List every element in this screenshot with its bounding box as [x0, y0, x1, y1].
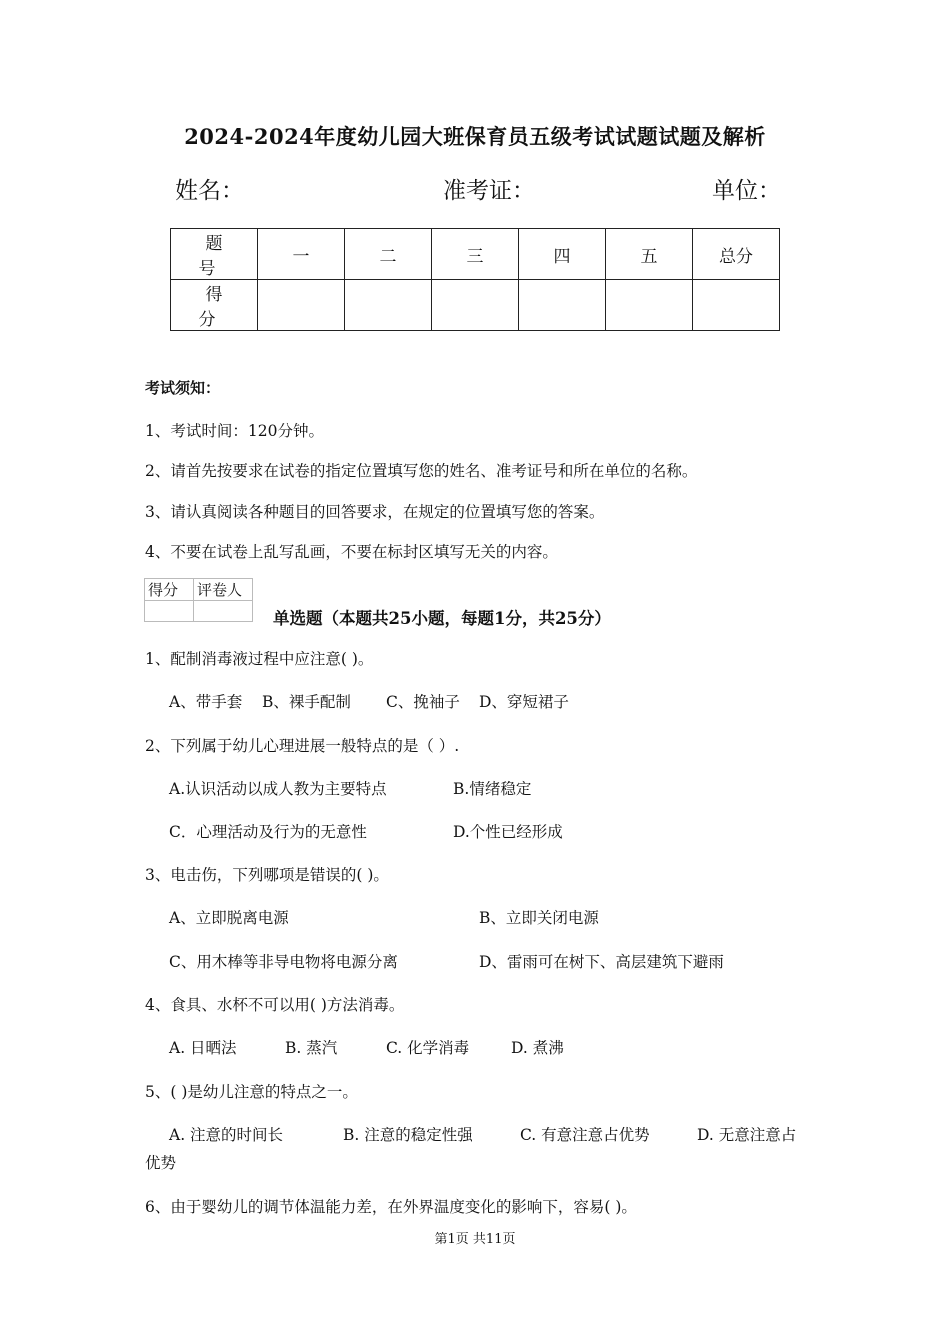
note-item: 3、请认真阅读各种题目的回答要求，在规定的位置填写您的答案。	[145, 503, 605, 521]
option-c: C、挽袖子	[386, 693, 460, 711]
question-stem: 4、食具、水杯不可以用( )方法消毒。	[145, 996, 405, 1014]
question-stem: 1、配制消毒液过程中应注意( )。	[145, 650, 374, 668]
note-item: 2、请首先按要求在试卷的指定位置填写您的姓名、准考证号和所在单位的名称。	[145, 462, 698, 480]
option-c: C、用木棒等非导电物将电源分离	[169, 953, 398, 971]
name-field-label: 姓名：	[175, 178, 244, 204]
option-d-continued: 优势	[145, 1154, 177, 1172]
option-d: D. 煮沸	[511, 1039, 564, 1057]
option-a: A. 日晒法	[169, 1039, 237, 1057]
score-row-label: 得 分	[171, 280, 258, 331]
page-title: 2024-2024年度幼儿园大班保育员五级考试试题试题及解析	[184, 124, 766, 149]
grader-box	[144, 578, 253, 622]
score-cell[interactable]	[519, 280, 606, 331]
note-item: 1、考试时间：120分钟。	[145, 422, 324, 440]
option-c: C．心理活动及行为的无意性	[169, 823, 367, 841]
option-a: A.认识活动以成人教为主要特点	[169, 780, 387, 798]
option-a: A. 注意的时间长	[169, 1126, 284, 1144]
score-table	[170, 228, 780, 331]
option-a: A、立即脱离电源	[169, 909, 289, 927]
score-header-2: 二	[345, 229, 432, 280]
option-b: B、立即关闭电源	[479, 909, 599, 927]
option-d: D. 无意注意占	[697, 1126, 797, 1144]
score-cell[interactable]	[345, 280, 432, 331]
note-item: 4、不要在试卷上乱写乱画，不要在标封区填写无关的内容。	[145, 543, 558, 561]
score-header-total: 总分	[693, 229, 780, 280]
unit-field-label: 单位：	[712, 178, 781, 204]
score-cell[interactable]	[258, 280, 345, 331]
grader-reviewer-label: 评卷人	[194, 579, 253, 601]
option-c: C. 化学消毒	[386, 1039, 470, 1057]
option-d: D、雷雨可在树下、高层建筑下避雨	[479, 953, 724, 971]
option-a: A、带手套	[169, 693, 243, 711]
question-stem: 2、下列属于幼儿心理进展一般特点的是（ ）.	[145, 737, 460, 755]
notes-heading: 考试须知：	[145, 379, 221, 397]
option-d: D.个性已经形成	[453, 823, 563, 841]
score-header-label: 题 号	[171, 229, 258, 280]
option-d: D、穿短裙子	[479, 693, 569, 711]
score-cell[interactable]	[606, 280, 693, 331]
score-table-score-row	[171, 280, 780, 331]
option-b: B、裸手配制	[262, 693, 351, 711]
exam-id-field-label: 准考证：	[443, 178, 535, 204]
option-b: B. 蒸汽	[285, 1039, 338, 1057]
score-table-header-row	[171, 229, 780, 280]
question-stem: 3、电击伤，下列哪项是错误的( )。	[145, 866, 389, 884]
section-title: 单选题（本题共25小题，每题1分，共25分）	[273, 609, 611, 628]
page-footer: 第1页 共11页	[434, 1232, 516, 1247]
score-header-5: 五	[606, 229, 693, 280]
score-cell[interactable]	[432, 280, 519, 331]
question-stem: 5、( )是幼儿注意的特点之一。	[145, 1083, 358, 1101]
question-stem: 6、由于婴幼儿的调节体温能力差，在外界温度变化的影响下，容易( )。	[145, 1198, 637, 1216]
score-header-4: 四	[519, 229, 606, 280]
grader-score-cell[interactable]	[145, 601, 194, 622]
option-b: B.情绪稳定	[453, 780, 532, 798]
option-c: C. 有意注意占优势	[520, 1126, 650, 1144]
option-b: B. 注意的稳定性强	[343, 1126, 473, 1144]
grader-score-label: 得分	[145, 579, 194, 601]
score-header-3: 三	[432, 229, 519, 280]
score-header-1: 一	[258, 229, 345, 280]
grader-reviewer-cell[interactable]	[194, 601, 253, 622]
score-cell-total[interactable]	[693, 280, 780, 331]
